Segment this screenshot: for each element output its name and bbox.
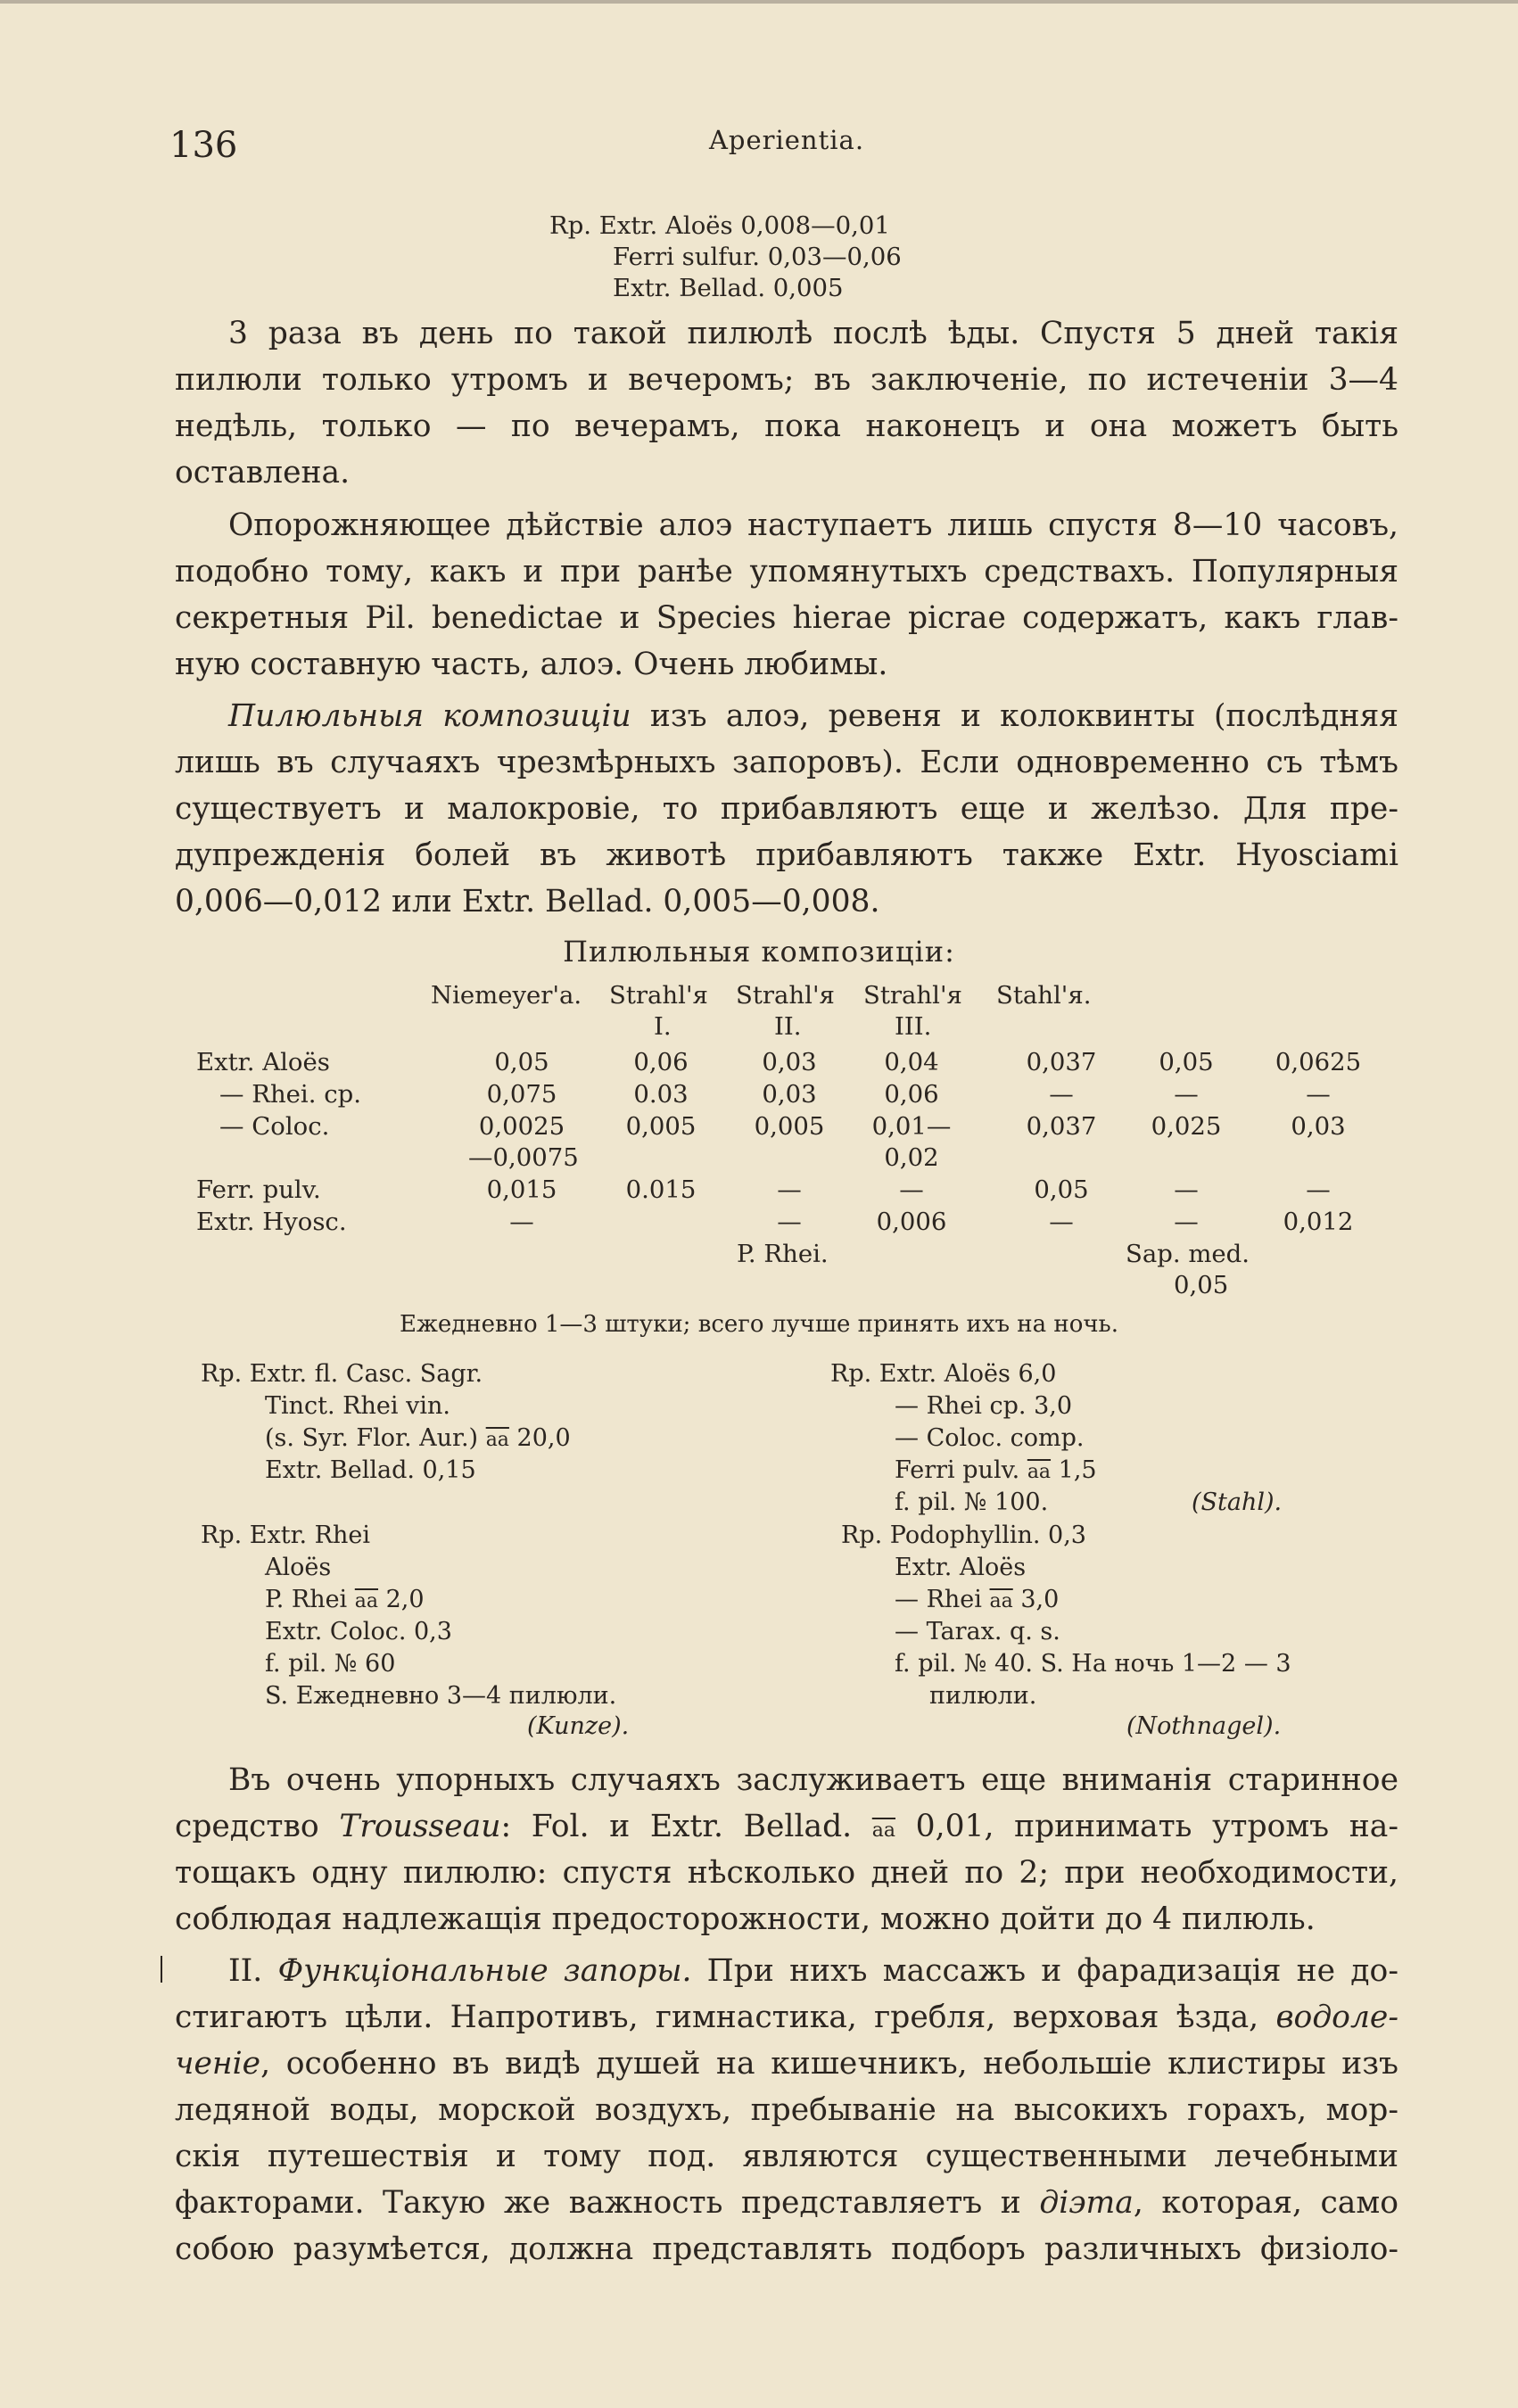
note-p-rhei: P. Rhei. xyxy=(737,1240,829,1268)
rx-r2-line-3: — Rhei $\overline{aa}$ 3,0 xyxy=(895,1586,1060,1613)
table-cell: 0,03 xyxy=(762,1048,817,1076)
para5-line-4: ледяной воды, морской воздухъ, пребываніе на высокихъ горахъ, мор- xyxy=(175,2092,1398,2128)
rx-r2-line-2: Extr. Aloës xyxy=(895,1554,1027,1581)
rx-r2-line-6: пилюли. xyxy=(929,1682,1037,1710)
table-cell: — xyxy=(1306,1080,1331,1109)
rx-l1-line-2: Tinct. Rhei vin. xyxy=(265,1392,450,1420)
rx-r2-author: (Nothnagel). xyxy=(1126,1712,1282,1740)
para3-line-5: 0,006—0,012 или Extr. Bellad. 0,005—0,008. xyxy=(175,884,880,919)
paragraph-dosage xyxy=(175,310,1398,496)
table-cell: 0,06 xyxy=(633,1048,689,1076)
para3-line-3: существуетъ и малокровіе, то прибавляютъ еще и желѣзо. Для пре- xyxy=(175,791,1398,827)
running-title: Aperientia. xyxy=(708,125,865,155)
page-number: 136 xyxy=(169,125,238,166)
rx-l2-line-6: S. Ежедневно 3—4 пилюли. xyxy=(265,1682,617,1710)
table-row-label: Extr. Aloës xyxy=(196,1048,330,1076)
col-sub-1: I. xyxy=(654,1012,672,1041)
rx-r1-line-1: Rp. Extr. Aloës 6,0 xyxy=(830,1360,1057,1388)
table-cell: 0,025 xyxy=(1151,1112,1222,1141)
table-cell: 0,037 xyxy=(1026,1048,1097,1076)
rx1-line-1: Rp. Extr. Aloës 0,008—0,01 xyxy=(549,211,890,240)
para4-line-4: соблюдая надлежащія предосторожности, можно дойти до 4 пилюль. xyxy=(175,1901,1316,1937)
table-cell: 0,037 xyxy=(1026,1112,1097,1141)
table-cell: 0.015 xyxy=(625,1175,697,1204)
table-cell: — xyxy=(509,1208,534,1236)
table-row-label: Ferr. pulv. xyxy=(196,1175,321,1204)
rx-r2-line-5: f. pil. № 40. S. На ночь 1—2 — 3 xyxy=(895,1650,1291,1678)
para4-line-1: Въ очень упорныхъ случаяхъ заслуживаетъ еще вниманія старинное xyxy=(228,1762,1398,1798)
para3-line-1-rest: изъ алоэ, ревеня и колоквинты (послѣдняя xyxy=(631,698,1398,734)
col-header-stahl: Stahl'я. xyxy=(996,981,1092,1010)
col-header-strahl-2: Strahl'я xyxy=(736,981,835,1010)
table-row-label: — Coloc. xyxy=(219,1112,330,1141)
table-cell: — xyxy=(1049,1080,1074,1109)
rx-r2-line-1: Rp. Podophyllin. 0,3 xyxy=(841,1521,1086,1549)
para3-line-2: лишь въ случаяхъ чрезмѣрныхъ запоровъ). Если одновременно съ тѣмъ xyxy=(175,745,1398,780)
para1-line-3: недѣль, только — по вечерамъ, пока наконецъ и она можетъ быть xyxy=(175,408,1398,444)
table-cell: 0,012 xyxy=(1283,1208,1354,1236)
table-cell: 0,06 xyxy=(884,1080,939,1109)
table-cell: 0,05 xyxy=(1159,1048,1214,1076)
rx-r1-line-3: — Coloc. comp. xyxy=(895,1424,1085,1452)
rx-l2-line-2: Aloës xyxy=(265,1554,332,1581)
table-title: Пилюльныя композиціи: xyxy=(563,935,955,969)
table-cell: 0,05 xyxy=(494,1048,549,1076)
rx-r1-line-2: — Rhei cp. 3,0 xyxy=(895,1392,1073,1420)
para5-line-7: собою разумѣется, должна представлять подборъ различныхъ физіоло- xyxy=(175,2231,1398,2267)
paragraph-pill-compositions xyxy=(175,693,1398,925)
rx-r2-line-4: — Tarax. q. s. xyxy=(895,1618,1060,1645)
paragraph-functional-constipation: II. Функціональные запоры. При нихъ массажъ и фарадизація не до- стигаютъ цѣли. Напротивъ, гимнастика, гребля, верховая ѣзда, водоле- ченіе, особенно въ видѣ душей на кишечникъ, небольшіе клистиры изъ ледяной воды, морской воздухъ, пребываніе на высокихъ горахъ, мор- скія путешествія и тому под. являются существенными лечебными факторами. Такую же важность представляетъ и діэта, которая, само собою разумѣется, должна представлять подборъ различныхъ физіоло- xyxy=(175,1948,1398,2272)
rx-l1-line-4: Extr. Bellad. 0,15 xyxy=(265,1456,476,1484)
para2-line-1: Опорожняющее дѣйствіе алоэ наступаетъ лишь спустя 8—10 часовъ, xyxy=(228,507,1398,543)
para2-line-4: ную составную часть, алоэ. Очень любимы. xyxy=(175,647,888,682)
table-cell: 0,04 xyxy=(884,1048,939,1076)
table-cell: — xyxy=(1306,1175,1331,1204)
table-cell: 0,03 xyxy=(1291,1112,1346,1141)
daily-dose-note: Ежедневно 1—3 штуки; всего лучше принять ихъ на ночь. xyxy=(400,1311,1118,1338)
para2-line-3: секретныя Pil. benedictae и Species hierae picrae содержатъ, какъ глав- xyxy=(175,600,1398,636)
rx-r1-line-4: Ferri pulv. $\overline{aa}$ 1,5 xyxy=(895,1456,1097,1484)
col-header-strahl-3: Strahl'я xyxy=(863,981,962,1010)
table-cell: — xyxy=(1174,1080,1199,1109)
rx-l1-line-1: Rp. Extr. fl. Casc. Sagr. xyxy=(201,1360,483,1388)
page-header xyxy=(169,125,1404,166)
rx-l2-author: (Kunze). xyxy=(527,1712,630,1740)
para3-lead: Пилюльныя композиціи xyxy=(228,698,631,734)
table-cell: — xyxy=(777,1208,802,1236)
top-edge-rule xyxy=(0,0,1518,4)
table-cell: 0,01— xyxy=(871,1112,952,1141)
table-cell: —0,0075 xyxy=(468,1143,579,1172)
table-cell: — xyxy=(1174,1175,1199,1204)
table-cell: 0,05 xyxy=(1034,1175,1089,1204)
trousseau-name: Trousseau xyxy=(339,1809,501,1844)
table-row-label: — Rhei. cp. xyxy=(219,1080,361,1109)
rx-l1-line-3: (s. Syr. Flor. Aur.) $\overline{aa}$ 20,0 xyxy=(265,1424,571,1452)
para1-line-2: пилюли только утромъ и вечеромъ; въ заключеніе, по истеченіи 3—4 xyxy=(175,362,1398,398)
para1-line-1: 3 раза въ день по такой пилюлѣ послѣ ѣды. Спустя 5 дней такія xyxy=(228,316,1398,351)
table-cell: 0,005 xyxy=(625,1112,697,1141)
col-sub-2: II. xyxy=(774,1012,802,1041)
rx-l2-line-3: P. Rhei $\overline{aa}$ 2,0 xyxy=(265,1586,425,1613)
table-cell: 0,005 xyxy=(754,1112,825,1141)
table-cell: — xyxy=(1174,1208,1199,1236)
col-header-niemeyer: Niemeyer'a. xyxy=(431,981,582,1010)
paragraph-aloe-action xyxy=(175,502,1398,688)
para1-line-4: оставлена. xyxy=(175,455,351,491)
rx1-line-2: Ferri sulfur. 0,03—0,06 xyxy=(613,243,902,271)
rx-l2-line-5: f. pil. № 60 xyxy=(265,1650,396,1678)
para4-line-3: тощакъ одну пилюлю: спустя нѣсколько дней по 2; при необходимости, xyxy=(175,1855,1398,1891)
para5-line-5: скія путешествія и тому под. являются существенными лечебными xyxy=(175,2139,1398,2174)
note-sap-med: Sap. med. xyxy=(1126,1240,1250,1268)
table-cell: — xyxy=(899,1175,924,1204)
para2-line-2: подобно тому, какъ и при ранѣе упомянутыхъ средствахъ. Популярныя xyxy=(175,554,1398,590)
table-cell: 0.03 xyxy=(633,1080,689,1109)
table-cell: 0,02 xyxy=(884,1143,939,1172)
table-row-label: Extr. Hyosc. xyxy=(196,1208,347,1236)
note-sap-med-dose: 0,05 xyxy=(1174,1271,1229,1299)
para3-line-4: дупрежденія болей въ животѣ прибавляютъ также Extr. Hyosciami xyxy=(175,837,1398,873)
margin-mark xyxy=(161,1956,162,1983)
section-heading-functional: Функціональные запоры. xyxy=(277,1953,692,1989)
rx1-line-3: Extr. Bellad. 0,005 xyxy=(613,274,844,302)
col-header-strahl-1: Strahl'я xyxy=(609,981,708,1010)
table-cell: — xyxy=(777,1175,802,1204)
table-cell: 0,075 xyxy=(486,1080,557,1109)
col-sub-3: III. xyxy=(895,1012,932,1041)
rx-r1-author: (Stahl). xyxy=(1192,1489,1283,1516)
rx-l2-line-4: Extr. Coloc. 0,3 xyxy=(265,1618,452,1645)
table-cell: 0,006 xyxy=(876,1208,947,1236)
table-cell: 0,0025 xyxy=(478,1112,565,1141)
table-cell: 0,015 xyxy=(486,1175,557,1204)
rx-r1-line-5: f. pil. № 100. xyxy=(895,1489,1049,1516)
rx-l2-line-1: Rp. Extr. Rhei xyxy=(201,1521,371,1549)
table-cell: 0,0625 xyxy=(1275,1048,1362,1076)
paragraph-trousseau: Въ очень упорныхъ случаяхъ заслуживаетъ еще вниманія старинное средство Trousseau: Fol. и Extr. Bellad. $\overline{aa}$ 0,01, принимать утромъ на- тощакъ одну пилюлю: спустя нѣсколько дней по 2; при необходимости, соблюдая надлежащія предосторожности, можно дойти до 4 пилюль. xyxy=(175,1757,1398,1942)
table-cell: 0,03 xyxy=(762,1080,817,1109)
table-cell: — xyxy=(1049,1208,1074,1236)
